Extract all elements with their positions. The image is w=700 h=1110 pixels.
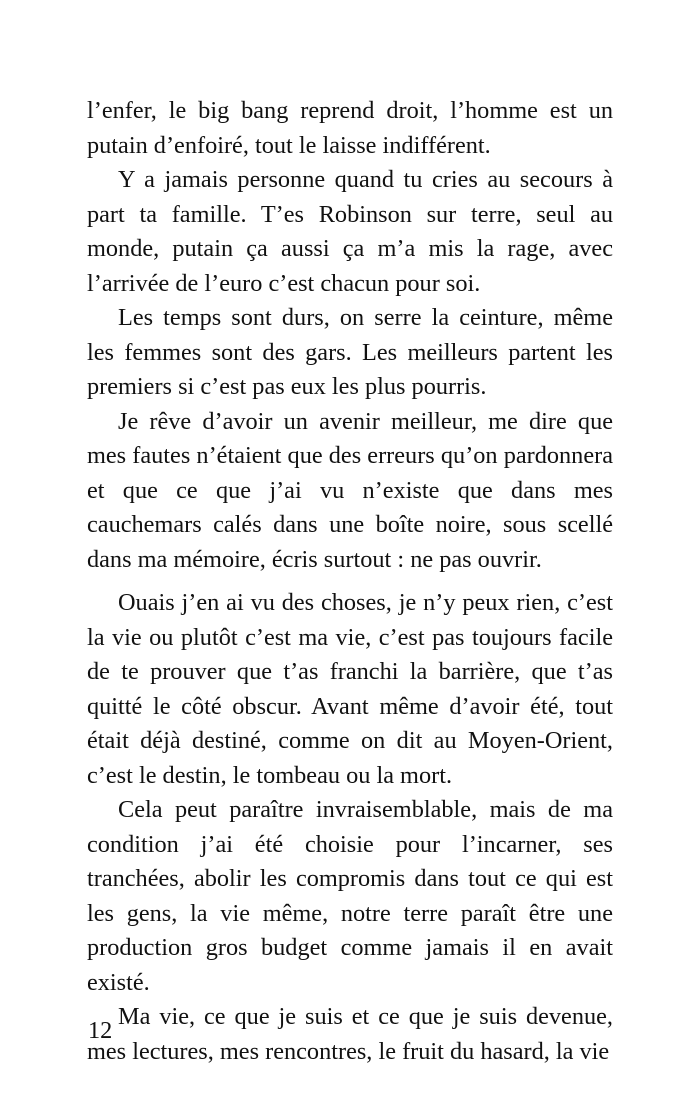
paragraph: Les temps sont durs, on serre la ceinture, même les femmes sont des gars. Les meilleurs partent les premiers si c’est pas eux les plus pourris. (87, 304, 613, 400)
paragraph: Je rêve d’avoir un avenir meilleur, me dire que mes fautes n’étaient que des erreurs qu’on pardonnera et que ce que j’ai vu n’existe que dans mes cauchemars calés dans une boîte noire, sous scellé dans ma mémoire, écris surtout : ne pas ouvrir. (87, 407, 613, 573)
paragraph: Y a jamais personne quand tu cries au secours à part ta famille. T’es Robinson sur terre, seul au monde, putain ça aussi ça m’a mis la rage, avec l’arrivée de l’euro c’est chacun pour soi. (87, 166, 613, 297)
text-block-first (87, 94, 613, 577)
paragraph: Ouais j’en ai vu des choses, je n’y peux rien, c’est la vie ou plutôt c’est ma vie, c’est pas toujours facile de te prouver que t’as franchi la barrière, que t’as quitté le côté obscur. Avant même d’avoir été, tout était déjà destiné, comme on dit au Moyen-Orient, c’est le destin, le tombeau ou la mort. (87, 589, 613, 789)
text-block-second (87, 586, 613, 1069)
paragraph-continues: Ma vie, ce que je suis et ce que je suis devenue, mes lectures, mes rencontres, le fruit du hasard, la vie (87, 1003, 613, 1065)
paragraph-continued: l’enfer, le big bang reprend droit, l’homme est un putain d’enfoiré, tout le laisse indifférent. (87, 97, 613, 159)
page-number: 12 (88, 1017, 113, 1044)
paragraph: Cela peut paraître invraisemblable, mais de ma condition j’ai été choisie pour l’incarner, ses tranchées, abolir les compromis dans tout ce qui est les gens, la vie même, notre terre paraît être une production gros budget comme jamais il en avait existé. (87, 796, 613, 996)
